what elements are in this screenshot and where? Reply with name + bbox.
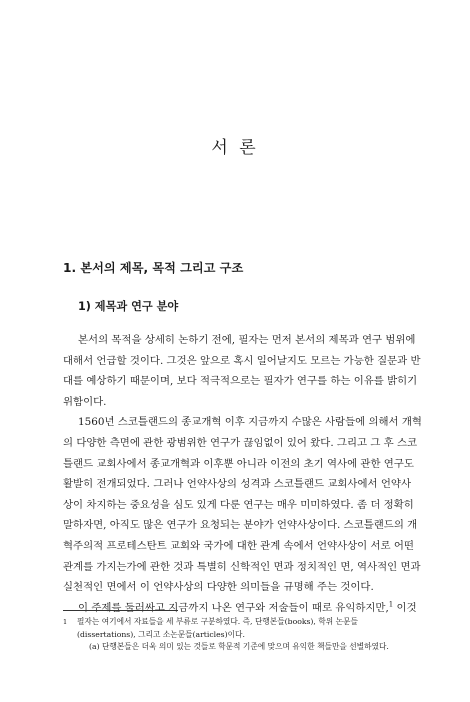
body-line: 상이 차지하는 중요성을 심도 있게 다룬 연구는 매우 미미하였다. 좀 더 정확히 (63, 498, 414, 511)
subsection-heading: 1) 제목과 연구 분야 (78, 300, 179, 313)
body-line: 의 다양한 측면에 관한 광범위한 연구가 끊임없이 있어 왔다. 그리고 그 후 스코 (63, 436, 418, 449)
body-line-text: 이 주제를 둘러싸고 지금까지 나온 연구와 저술들이 때로 유익하지만, (78, 601, 389, 614)
footnote-line: (a) 단행본들은 더욱 의미 있는 것들로 학문적 기준에 맞으며 유익한 책들만을 선별하였다. (89, 642, 389, 652)
footnote-line: (dissertations), 그리고 소논문들(articles)이다. (77, 629, 245, 639)
body-text (63, 330, 422, 618)
footnote-reference[interactable]: 1 (388, 600, 394, 609)
body-line: 혁주의적 프로테스탄트 교회와 국가에 대한 관계 속에서 언약사상이 서로 어떤 (63, 539, 414, 552)
body-line: 실천적인 면에서 이 언약사상의 다양한 의미들을 규명해 주는 것이다. (63, 581, 374, 594)
body-line: 틀랜드 교회사에서 종교개혁과 이후뿐 아니라 이전의 초기 역사에 관한 연구도 (63, 457, 414, 470)
body-line: 위함이다. (63, 395, 107, 408)
footnotes (63, 616, 413, 654)
body-line: 대해서 언급할 것이다. 그것은 앞으로 혹시 일어날지도 모르는 가능한 질문과 반 (63, 354, 421, 367)
footnote-marker: 1 (63, 618, 68, 626)
section-heading: 1. 본서의 제목, 목적 그리고 구조 (63, 261, 244, 275)
body-line: 대를 예상하기 때문이며, 보다 적극적으로는 필자가 연구를 하는 이유를 밝히기 (63, 375, 418, 388)
chapter-title: 서 론 (211, 138, 259, 159)
body-line: 본서의 목적을 상세히 논하기 전에, 필자는 먼저 본서의 제목과 연구 범위에 (78, 334, 416, 346)
footnote-text: 필자는 여기에서 자료들을 세 부류로 구분하였다. 즉, 단행본들(books), 학위 논문들 (77, 617, 358, 626)
body-line: 활발히 전개되었다. 그러나 언약사상의 성격과 스코틀랜드 교회사에서 언약사 (63, 478, 411, 491)
body-line: 말하자면, 아직도 많은 연구가 요청되는 분야가 언약사상이다. 스코틀랜드의 개 (63, 519, 418, 532)
body-line: 관계를 가지는가에 관한 것과 특별히 신학적인 면과 정치적인 면, 역사적인 면과 (63, 560, 421, 573)
footnote-divider (63, 610, 178, 611)
body-line-text: 이것 (393, 601, 417, 614)
body-line: 1560년 스코틀랜드의 종교개혁 이후 지금까지 수많은 사람들에 의해서 개혁 (78, 416, 422, 429)
footnote-line (63, 616, 413, 629)
